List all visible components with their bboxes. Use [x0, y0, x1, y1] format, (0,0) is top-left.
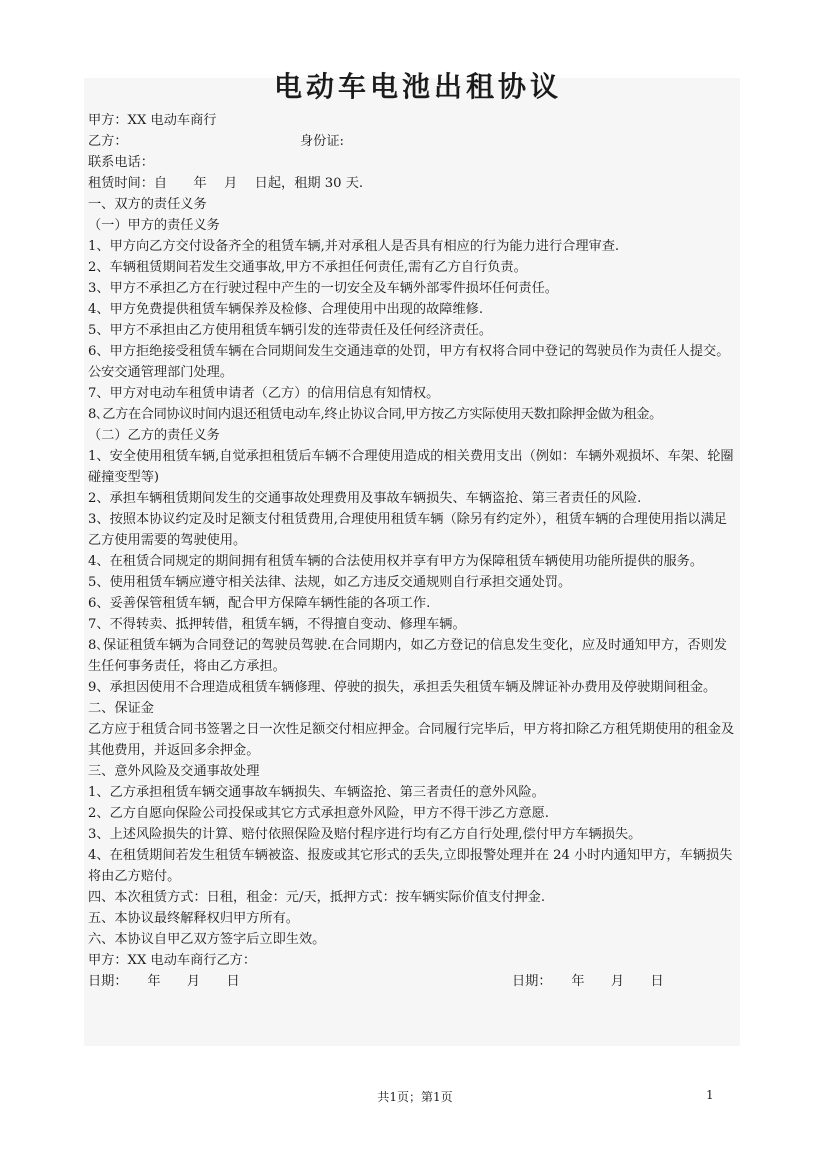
clause-line: 1、安全使用租赁车辆,自觉承担租赁后车辆不合理使用造成的相关费用支出（例如：车辆外观损坏、车架、轮圈碰撞变型等): [88, 449, 734, 485]
clause-line: 4、在租赁期间若发生租赁车辆被盗、报废或其它形式的丢失,立即报警处理并在 24 小时内通知甲方，车辆损失将由乙方赔付。: [88, 848, 733, 884]
clause-line: 2、乙方自愿向保险公司投保或其它方式承担意外风险，甲方不得干涉乙方意愿.: [88, 806, 549, 821]
clause-line: 7、甲方对电动车租赁申请者（乙方）的信用信息有知情权。: [88, 386, 440, 401]
clause-line: 5、甲方不承担由乙方使用租赁车辆引发的连带责任及任何经济责任。: [88, 323, 493, 338]
clause-line: 5、使用租赁车辆应遵守相关法律、法规，如乙方违反交通规则自行承担交通处罚。: [88, 575, 572, 590]
clause-line: 六、本协议自甲乙双方签字后立即生效。: [88, 932, 326, 947]
phone-line: 联系电话：: [88, 155, 154, 170]
clause-line: 乙方应于租赁合同书签署之日一次性足额交付相应押金。合同履行完毕后，甲方将扣除乙方租凭期使用的租金及其他费用，并返回多余押金。: [88, 722, 735, 758]
clause-line: 三、意外风险及交通事故处理: [88, 764, 260, 779]
clause-line: 8､保证租赁车辆为合同登记的驾驶员驾驶.在合同期内，如乙方登记的信息发生变化，应及时通知甲方，否则发生任何事务责任，将由乙方承担。: [88, 638, 727, 674]
clause-line: 2、车辆租赁期间若发生交通事故,甲方不承担任何责任,需有乙方自行负责。: [88, 260, 527, 275]
clause-line: （二）乙方的责任义务: [88, 428, 220, 443]
clause-line: 五、本协议最终解释权归甲方所有。: [88, 911, 299, 926]
party-b-row: [88, 131, 740, 152]
clause-line: 3、甲方不承担乙方在行驶过程中产生的一切安全及车辆外部零件损坏任何责任。: [88, 281, 558, 296]
clause-line: 公安交通管理部门处理。: [88, 365, 234, 380]
page-info: 共1页；第1页: [377, 1090, 453, 1104]
date-right: 日期： 年 月 日: [512, 974, 664, 989]
party-a-line: 甲方：XX 电动车商行: [88, 113, 217, 128]
clause-line: 4、在租赁合同规定的期间拥有租赁车辆的合法使用权并享有甲方为保障租赁车辆使用功能所提供的服务。: [88, 554, 704, 569]
party-b-label: 乙方：: [88, 134, 128, 149]
page-number: 1: [706, 1088, 714, 1102]
clause-line: 8､乙方在合同协议时间内退还租赁电动车,终止协议合同,甲方按乙方实际使用天数扣除押金做为租金。: [88, 407, 662, 422]
clause-line: 1、甲方向乙方交付设备齐全的租赁车辆,并对承租人是否具有相应的行为能力进行合理审查.: [88, 239, 620, 254]
clause-line: 9、承担因使用不合理造成租赁车辆修理、停驶的损失，承担丢失租赁车辆及牌证补办费用及停驶期间租金。: [88, 680, 717, 695]
page-title: 电动车电池出租协议: [273, 70, 562, 103]
clause-list: [88, 194, 740, 950]
clause-line: 6、甲方拒绝接受租赁车辆在合同期间发生交通违章的处罚，甲方有权将合同中登记的驾驶员作为责任人提交。: [88, 344, 730, 359]
term-line: 租赁时间：自 年 月 日起，租期 30 天.: [88, 176, 364, 191]
clause-line: 3、按照本协议约定及时足额支付租赁费用,合理使用租赁车辆（除另有约定外），租赁车辆的合理使用指以满足乙方使用需要的驾驶使用。: [88, 512, 727, 548]
id-card-label: 身份证:: [300, 134, 345, 149]
signature-date-row: [88, 971, 740, 992]
clause-line: （一）甲方的责任义务: [88, 218, 220, 233]
clause-line: 4、甲方免费提供租赁车辆保养及检修、合理使用中出现的故障维修.: [88, 302, 484, 317]
clause-line: 一、双方的责任义务: [88, 197, 207, 212]
signature-line: 甲方：XX 电动车商行乙方：: [88, 953, 257, 968]
clause-line: 3、上述风险损失的计算、赔付依照保险及赔付程序进行均有乙方自行处理,偿付甲方车辆损失。: [88, 827, 642, 842]
date-left: 日期： 年 月 日: [88, 974, 240, 989]
clause-line: 6、妥善保管租赁车辆，配合甲方保障车辆性能的各项工作.: [88, 596, 431, 611]
clause-line: 7、不得转卖、抵押转借，租赁车辆，不得擅自变动、修理车辆。: [88, 617, 466, 632]
agreement-document: [88, 70, 740, 992]
clause-line: 1、乙方承担租赁车辆交通事故车辆损失、车辆盗抢、第三者责任的意外风险。: [88, 785, 545, 800]
clause-line: 四、本次租赁方式：日租，租金：元/天，抵押方式：按车辆实际价值支付押金.: [88, 890, 546, 905]
clause-line: 二、保证金: [88, 701, 154, 716]
clause-line: 2、承担车辆租赁期间发生的交通事故处理费用及事故车辆损失、车辆盗抢、第三者责任的风险.: [88, 491, 642, 506]
